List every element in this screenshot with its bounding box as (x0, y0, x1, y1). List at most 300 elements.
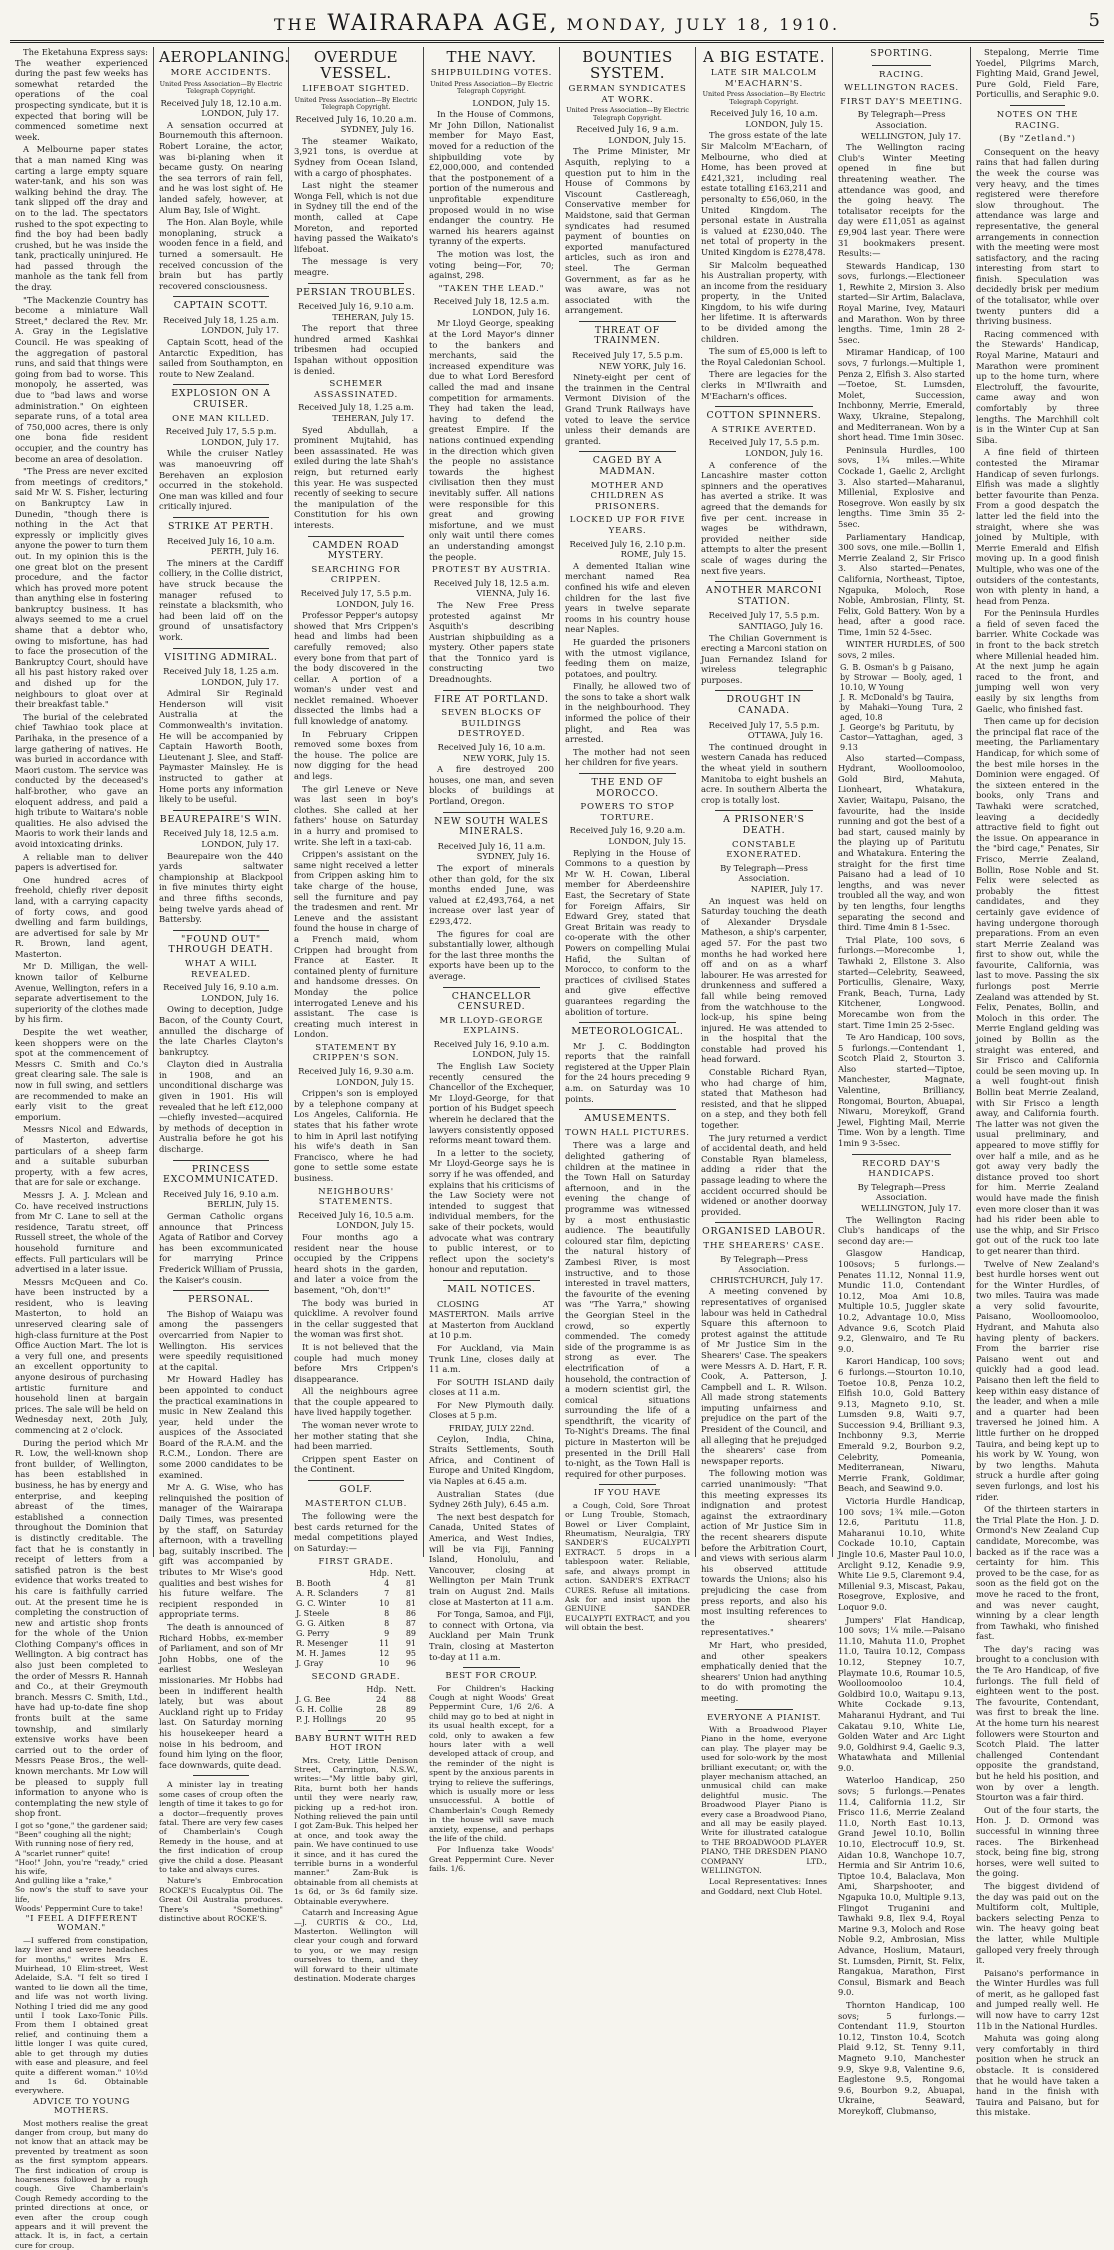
paragraph: For Auckland, via Main Trunk Line, closes daily at 11 a.m. (429, 1342, 554, 1375)
paragraph: The following motion was carried unanimously: "That this meeting expresses its indignation and protest against the extraordinary action of Mr Justice Sim in the recent shearers dispute before the Arbitration Court, and views with serious alarm his observed attitude towards the Unions; also his prejudicing the case from press reports, and also his most insulting references to the shearers' representatives." (701, 1468, 827, 1638)
section-heading: FIRE AT PORTLAND. (434, 693, 549, 705)
paragraph: Mr Howard Hadley has been appointed to conduct the practical examinations in music in New Zealand this year, held under the auspices of the Associated Board of the R.A.M. and the R.C.M., London. There are some 2000 candidates to be examined. (159, 1374, 283, 1480)
dateline-place: LONDON, July 15. (472, 97, 550, 108)
table-row (838, 723, 965, 753)
divider (443, 1280, 540, 1281)
divider (443, 987, 540, 988)
table-header-cell: Nett. (395, 1569, 416, 1579)
subheading: FIRST DAY'S MEETING. (840, 96, 963, 107)
paragraph: The New Free Press protested against Mr Asquith's describing Austrian shipbuilding as a mystery. Other papers state that the Tonnico yard is constructing two Dreadnoughts. (429, 599, 554, 685)
paragraph: The next best despatch for Canada, United States of America, and West Indies, will be via Fiji, Fanning Island, Honolulu, and Vancouver, closing at Wellington per Main Trunk train on August 2nd. Mails close at Masterton at 11 a.m. (429, 1511, 554, 1607)
dateline-place: SYDNEY, July 16. (340, 124, 414, 135)
dateline: Received July 16, 9.10 a.m. (163, 982, 279, 993)
table-cell: 11 (379, 1639, 390, 1649)
table-header-cell: Nett. (395, 1684, 416, 1694)
paragraph: Then came up for decision the principal flat race of the meeting, the Parliamentary Handicap, for which some of the best mile horses in the Dominion were engaged. Of the sixteen entered in the books, only Trans and Tawhaki were scratched, leaving a decidedly attractive field to fight out the issue. On appearance in the "bird cage," Penates, Sir Frisco, Merrie Zealand, Bollin, Rose Noble and St. Felix were selected as probably the fittest candidates, and they certainly gave evidence of having undergone thorough preparations. From an even start Merrie Zealand was first to show out, while the favourite, California, was last to move. Passing the six furlongs post Merrie Zealand was attended by St. Felix, Penates, Bollin, and Moloch in this order. The Merrie England gelding was joined by Bollin as the straight was entered, and Sir Frisco and California could be seen moving up. In a well fought-out finish Bollin beat Merrie Zealand, with Sir Frisco a length away, and California fourth. The latter was not given the usual preliminary, and appeared to move stiffly for over half a mile, and as he got away very badly the distance proved too short for him. Merrie Zealand would have made the finish even more closer than it was had his rider been able to use the whip, and Sir Frisco got out of the ruck too late to get nearer than third. (976, 716, 1099, 1256)
paragraph: The steamer Waikato, 3,921 tons, is overdue at Sydney from Ocean Island, with a cargo of phosphates. (294, 135, 418, 178)
paragraph: The figures for coal are substantially lower, although for the last three months the exports have been up to the average. (429, 928, 554, 981)
table-cell: 1 (957, 672, 963, 682)
paragraph: There was a large and delighted gathering of children at the matinee in the Town Hall on Saturday afternoon, and in the evening the change of programme was witnessed by a most enthusiastic audience. The beautifully coloured star film, depicting the natural history of Zambesi River, is most instructive, and to those interested in travel matters, the favourite of the evening was "The Yarra," showing the Georgian Steel in the crowd, so expertly commended. The comedy side of the programme is as strong as ever. The electrification of a household, the contraction of a modern scientist girl, the comical situations surrounding the life of a spendthrift, the vicarity of To-Night's Dreams. The final picture in Masterton will be presented in the Drill Hall to-night, as the Town Hall is required for other purposes. (565, 1140, 690, 1479)
paragraph: Syed Abdullah, a prominent Mujtahid, has been assassinated. He was exiled during the late Shah's reign, but returned early this year. He was suspected recently of seeking to secure the manipulation of the Constitution for his own interests. (294, 424, 418, 530)
paragraph: He guarded the prisoners with the utmost vigilance, feeding them on maize, potatoes, and poultry. (565, 636, 690, 679)
paragraph: The following were the best cards returned for the medal competitions played on Saturday:— (294, 1511, 418, 1553)
dateline-place: LONDON, July 15. (608, 134, 686, 145)
paragraph: Professor Pepper's autopsy showed that Mrs Crippen's head and limbs had been carefully removed; also every bone from that part of the body discovered in the cellar. A portion of a woman's under vest and necklet remained. Whoever dissected the limbs had a full knowledge of anatomy. (294, 610, 418, 727)
table-cell: 81 (405, 1599, 416, 1609)
section-heading: ORGANISED LABOUR. (702, 1226, 826, 1238)
paragraph: The Bishop of Waiapu was among the passengers overcarried from Napier to Wellington. His services were speedily requisitioned at the capital. (159, 1308, 283, 1372)
table-cell: 7 (384, 1589, 390, 1599)
table-cell: 96 (405, 1659, 416, 1669)
table-cell: J. Steele (296, 1609, 330, 1619)
subheading: RACING. (878, 69, 925, 80)
subheading: STATEMENT BY CRIPPEN'S SON. (312, 1042, 400, 1064)
ad-text: —I suffered from constipation, lazy liver and severe headaches for months," writes Mrs E. Muirhead, 10 Elim-street, West Adelaide, S.A. "I felt so tired I wanted to lie down all the time, and life was not worth living. Nothing I tried did me any good until I took Laxo-Tonic Pills. From them I obtained great relief, and continuing them a little longer I was quite cured, able to get through my duties with ease and pleasure, and feel quite a different woman." 10½d and 1s 6d. Obtainable everywhere. (15, 1935, 148, 2096)
ad-text: a Cough, Cold, Sore Throat or Lung Trouble, Stomach, Bowel or Liver Complaint, Rheumatism, Neuralgia, TRY SANDER'S EUCALYPTI EXTRACT. 5 drops in a tablespoon water. Reliable, safe, and always prompt in action. SANDER'S EXTRACT CURES. Refuse all imitations. Ask for and insist upon the GENUINE SANDER EUCALYPTI EXTRACT, and you will obtain the best. (565, 1500, 690, 1633)
headline: AEROPLANING. (159, 48, 290, 66)
column-2 (154, 47, 290, 1923)
masthead (10, 6, 1104, 43)
ad-text: For Influenza take Woods' Great Peppermint Cure. Never fails. 1/6. (429, 1845, 554, 1874)
table-cell: 95 (405, 1649, 416, 1659)
subheading: SCHEMER ASSASSINATED. (313, 379, 399, 400)
table-cell: R. Mesenger (296, 1639, 348, 1649)
paragraph: Racing commenced with the Stewards' Handicap, Royal Marine, Matauri and Marathon were prominent up to the home turn, where Electroluff, the favourite, came away and won comfortably by three lengths. The Marchhill colt is in the Winter Cup at San Siba. (976, 328, 1099, 445)
verse: I got so "gone," the gardener said; "Been" coughing all the night; With running nose of fiery red, A "scarlet runner" quite! "Hoo!" John, you're "ready," cried his wife, And gulling like a "rake," So now's the stuff to save your life, Woods' Peppermint Cure to take! (15, 1820, 148, 1913)
paragraph: A meeting convened by representatives of organised labour was held in Cathedral Square this afternoon to protest against the attitude of Mr Justice Sim in the Shearers' Case. The speakers were Messrs A. D. Hart, F. R. Cook, A. Patterson, J. Campbell and L. R. Wilson. All made strong statements imputing unfairness and prejudice on the part of the President of the Council, and all alleging that he prejudged the shearers' case from newspaper reports. (701, 1286, 827, 1466)
paragraph: A reliable man to deliver papers is advertised for. (15, 851, 148, 873)
dateline: Received July 16, 10 a.m. (437, 742, 546, 753)
paragraph: Clayton died in Australia in 1908, and an unconditional discharge was given in 1901. His will revealed that he left £12,000—chiefly invested—acquired by methods of deception in Australia before he got his discharge. (159, 1059, 283, 1155)
table-cell: 3 (957, 732, 963, 742)
divider (173, 1160, 269, 1161)
paragraph: For SOUTH ISLAND daily closes at 11 a.m. (429, 1376, 554, 1398)
paragraph: A sensation occurred at Bournemouth this afternoon. Robert Loraine, the actor, was bi-planing when it became gusty. On nearing the sea terrors of rain fell, and he was lost sight of. He landed safely, however, at Alum Bay, Isle of Wight. (159, 119, 283, 215)
divider (173, 648, 269, 649)
divider (715, 1222, 813, 1223)
paragraph: Trial Plate, 100 sovs, 6 furlongs.—Morecombe 1, Tawhaki 2, Ellstone 3. Also started—Celebrity, Seaweed, Porticullis, Glenaire, Waxy, Frank, Beach, Turna, Lady Kitchener, Longwood. Morecambe won from the start. Time 1min 25 2-5sec. (838, 934, 965, 1030)
subheading: POWERS TO STOP TORTURE. (580, 802, 675, 823)
divider (735, 1709, 793, 1710)
table-cell: 10 (379, 1599, 390, 1609)
table-cell: G. G. Aitken (296, 1619, 345, 1629)
table-row (294, 1619, 418, 1629)
dateline-place: LONDON, July 16. (745, 448, 823, 458)
dateline-place: CHRISTCHURCH, July 17. (710, 1274, 823, 1285)
headline: BOUNTIES SYSTEM. (582, 48, 673, 82)
paragraph: Twelve of New Zealand's best hurdle horses went out for the Winter Hurdles, of two miles. Tauira was made a very solid favourite, Paisano, Woolloomooloo, Hydrant, and Mahuta also having plenty of backers. From the barrier rise Paisano went out and quickly had a good lead. Paisano then left the field to keep within easy distance of the leader, and when a mile and a quarter had been traversed he joined him. A little further on he dropped Tauira, and being kept up to his work by W. Young, won by two lengths. Mahuta struck a hurdle after going seven furlongs, and lost his rider. (976, 1258, 1099, 1502)
paragraph: Australian States (due Sydney 26th July), 6.45 a.m. (429, 1488, 554, 1510)
divider (579, 1109, 676, 1110)
paragraph: Stepalong, Merrie Time Yoedel, Pilgrims March, Fighting Maid, Grand Jewel, Pure Gold, Field Fare, Porticullis, and Seraphic 9.0. (976, 47, 1099, 100)
dateline: Received July 16, 9.10 a.m. (433, 1038, 550, 1049)
dateline-place: LONDON, July 17. (201, 108, 279, 119)
table-cell: 2 (957, 702, 963, 712)
paragraph: Jumpers' Flat Handicap, 100 sovs; 1¼ mile.—Paisano 11.10, Mahuta 11.0, Prophet 11.0, Tauira 10.12, Compass 10.12, Stepney 10.7, Playmate 10.6, Roumar 10.5, Woolloomooloo 10.4, Goldbird 10.0, Waitapu 9.13, White Cockade 9.13, Maharanui Hydrant, and Tui Cakatau 9.10, White Lie, Golden Water and Arc Light 9.0, Goldhirst 9.4, Gaelic 9.3, Whatawhata and Millenial 9.0. (838, 1614, 965, 1773)
paragraph: Messrs McQueen and Co. have been instructed by a resident, who is leaving Masterton, to hold an unreserved clearing sale of high-class furniture at the Post Office Auction Mart. The lot is a very full one, and presents an excellent opportunity to anyone desirous of purchasing artistic furniture and household linen at bargain prices. The sale will be held on Wednesday next, 20th July, commencing at 2 o'clock. (15, 1276, 148, 1435)
paragraph: There are legacies for the clerks in M'Ilwraith and M'Eacharn's offices. (701, 369, 827, 401)
table-cell: 4 (384, 1579, 390, 1589)
credit-line: United Press Association—By Electric Telegraph Copyright. (566, 106, 689, 122)
paragraph: The continued drought in western Canada has reduced the wheat yield in southern Manitoba to eight bushels an acre. In southern Alberta the crop is totally lost. (701, 741, 827, 805)
paper-name: WAIRARAPA AGE, (327, 10, 559, 36)
dateline-place: LONDON, July 15. (745, 118, 823, 129)
dateline: Received July 16, 10 a.m. (167, 535, 275, 546)
paragraph: Te Aro Handicap, 100 sovs, 5 furlongs.—Contendant 1, Scotch Plaid 2, Stourton 3. Also started—Tiptoe, Manchester, Magnate, Valentine, Brilliancy, Rongomai, Bourton, Abuapai, Niwaru, Moreykoff, Grand Jewel, Fighting Mail, Merrie Time. Won by a length. Time 1min 9 3-5sec. (838, 1032, 965, 1149)
table-cell: 81 (405, 1589, 416, 1599)
paragraph: The miners at the Cardiff colliery, in the Collie district, have struck because the manager refused to reinstate a blacksmith, who had been laid off on the ground of unsatisfactory work. (159, 557, 283, 642)
headline: A BIG ESTATE. (703, 48, 825, 66)
paragraph: Peninsula Hurdles, 100 sovs, 1¾ miles.—White Cockade 1, Gaelic 2, Arclight 3. Also started—Maharanui, Millenial, Explosive and Rosegrove. Won easily by six lengths. Time 3min 35 2-5sec. (838, 444, 965, 529)
dateline: Received July 16, 9.10 a.m. (298, 301, 414, 312)
paragraph: Miramar Handicap, of 100 sovs, 7 furlongs.—Multiple 1, Penza 2, Elfish 3. Also started—Toetoe, St. Lumsden, Molet, Succession, Inchbonny, Merrie, Emerald, Waxy, Ukraine, Stepalong, and Mediterranean. Won by a short head. Time 1min 30sec. (838, 347, 965, 443)
section-heading: A PRISONER'S DEATH. (723, 814, 805, 836)
table-cell: G. Perry (296, 1629, 330, 1639)
divider (193, 1775, 249, 1776)
divider (308, 1480, 404, 1481)
table-row (294, 1609, 418, 1619)
dateline-place: LONDON, July 16. (336, 598, 414, 609)
paragraph: "The Press are never excited from meetings of creditors," said Mr W. S. Fisher, lecturing on Bankruptcy Law in Dunedin, "though there is nothing in the Act that expressly or implicitly gives anyone the power to turn them out. In my opinion this is the one great blot on the present procedure, and the factor which has proved more potent than anything else in fostering bankruptcy business. It has always seemed to me a cruel shame that a debtor who, owing to misfortune, has had to face the prosecution of the Bankruptcy Court, should have all his past history raked over and dished up for the neighbours to gloat over at their breakfast table." (15, 466, 148, 710)
paragraph: In February Crippen removed some boxes from the house. The police are now digging for the head and legs. (294, 728, 418, 782)
table-header (294, 1569, 418, 1579)
dateline: Received July 18, 1.25 a.m. (163, 314, 279, 325)
table-cell: G. H. Collie (296, 1704, 343, 1714)
paragraph: Messrs Nicol and Edwards, of Masterton, advertise particulars of a sheep farm and a suitable suburban property, with a few acres, that are for sale or exchange. (15, 1124, 148, 1188)
page-number: 5 (1088, 10, 1100, 31)
ad-text: Mrs. Crety, Little Denison Street, Carrington, N.S.W., writes:—"My little baby girl, Rita, burnt both her hands until they were nearly raw, picking up a red-hot iron. Nothing relieved the pain until I got Zam-Buk. This helped her at once, and took away the pain. We have continued to use it since, and it has cured the terrible burns in a wonderful manner." Zam-Buk is obtainable from all chemists at 1s 6d, or 3s 6d family size. Obtainable everywhere. (294, 1755, 418, 1906)
subheading: NOTES ON THE RACING. (996, 109, 1079, 131)
divider (308, 536, 404, 537)
paragraph: An inquest was held on Saturday touching the death of Alexander Drysdale Matheson, a ship's carpenter, aged 57. For the past two months he had worked here off and on as a wharf labourer. He was arrested for drunkenness and suffered a fall while being removed from the watchhouse to the lock-up, his spine being injured. He was attended to in the hospital that the constable had proved his head forward. (701, 895, 827, 1065)
paragraph: The jury returned a verdict of accidental death, and held Constable Ryan blameless, adding a rider that the passage leading to where the accident occurred should be widened or another doorway provided. (701, 1132, 827, 1217)
divider (715, 810, 813, 811)
subheading: MORE ACCIDENTS. (170, 68, 272, 78)
headline: OVERDUE VESSEL. (313, 48, 399, 82)
paragraph: Mr Hart, who presided, and other speakers emphatically denied that the shearers' Union had anything to do with promoting the meeting. (701, 1639, 827, 1703)
dateline: Received July 16, 10 a.m. (710, 108, 818, 119)
divider (173, 517, 269, 518)
masthead-the: THE (273, 14, 320, 34)
table-cell: J. R. McDonald's bg Tauira, by Mahaki—Young Tura, aged, 10.8 (840, 692, 954, 722)
paragraph: Crippen's assistant on the same night received a letter from Crippen asking him to take charge of the house, sell the furniture and pay the tradesmen and rent. Mr Leneve and the assistant found the house in charge of a French maid, whom Crippen had brought from France at Easter. It contained plenty of furniture and handsome dresses. On Monday the police interrogated Leneve and his assistant. The case is creating much interest in London. (294, 849, 418, 1040)
dateline-place: SANTIAGO, July 16. (738, 620, 823, 631)
subheading: SEVEN BLOCKS OF BUILDINGS DESTROYED. (441, 708, 542, 740)
table-cell: 24 (376, 1694, 387, 1704)
table-cell: G. B. Osman's b g Paisano, by Strowar — Booly, aged, 10.10, W Young (840, 662, 954, 692)
table-header (294, 1685, 418, 1695)
subheading: ONE MAN KILLED. (172, 413, 270, 424)
credit-line: United Press Association—By Electric Telegraph Copyright. (159, 79, 283, 96)
dateline-place: BERLIN, July 15. (207, 1199, 279, 1210)
dateline-place: LONDON, July 15. (336, 1076, 414, 1087)
ad-heading: "I FEEL A DIFFERENT WOMAN." (25, 1914, 138, 1934)
section-heading: STRIKE AT PERTH. (167, 520, 274, 532)
paragraph: Stewards Handicap, 130 sovs, furlongs.—Electioneer 1, Rewhite 2, Mirsion 3. Also started—Sir Artim, Balaclava, Royal Marine, Ivey, Matauri and Marathon. Won by three lengths. Time, 1min 28 2-5sec. (838, 260, 965, 345)
divider (173, 810, 269, 811)
paragraph: WINTER HURDLES, of 500 sovs, 2 miles. (838, 639, 965, 661)
table-cell: 28 (376, 1704, 387, 1714)
paragraph: While the cruiser Natley was manoeuvring off Berehaven an explosion occurred in the stokehold. One man was killed and four critically injured. (159, 448, 283, 512)
subheading: A STRIKE AVERTED. (711, 424, 817, 435)
subheading: PROTEST BY AUSTRIA. (431, 565, 552, 576)
paragraph: Mr J. C. Boddington reports that the rainfall registered at the Upper Plain for the 24 hours preceding 9 a.m. on Saturday was 10 points. (565, 1040, 690, 1104)
advertisement: Nature's Embrocation ROCKE'S Eucalyptus Oil. The Great Oil Australia produces. There's "Something" distinctive about ROCKE'S. (159, 1876, 283, 1923)
paragraph: The Hon. Alan Boyle, while monoplaning, struck a wooden fence in a field, and turned a somersault. He received concussion of the brain but has partly recovered consciousness. (159, 217, 283, 291)
paragraph: The English Law Society recently censured the Chancellor of the Exchequer, Mr Lloyd-George, for that portion of his Budget speech wherein he declared that the lawyers consistently opposed reforms meant toward them. (429, 1061, 554, 1146)
table-cell: 88 (405, 1694, 416, 1704)
paragraph: Ninety-eight per cent of the trainmen in the Central Vermont Division of the Grand Trunk Railways have voted to leave the service unless their demands are granted. (565, 372, 690, 446)
subheading: "TAKEN THE LEAD." (438, 283, 545, 294)
paragraph: Out of the four starts, the Hon. J. D. Ormond was successful in winning three races. The Birkenhead stock, being fine big, strong horses, were well suited to the going. (976, 1804, 1099, 1879)
dateline-place: WELLINGTON, July 17. (861, 130, 961, 141)
paragraph: In the House of Commons, Mr John Dillon, Nationalist member for Mayo East, moved for a reduction of the shipbuilding vote by £2,000,000, and contended that the postponement of a portion of the numerous and unprofitable expenditure proposed would in no wise endanger the country. He warned his hearers against tyranny of the experts. (429, 109, 554, 247)
dateline: Received July 17, 5.5 p.m. (708, 610, 820, 621)
paragraph: Parliamentary Handicap, 300 sovs, one mile.—Bollin 1, Merrie Zealand 2, Sir Frisco 3. Also started—Penates, California, Northeast, Tiptoe, Ngapuka, Moloch, Rose Noble, Ambrosian, Flinty, St. Felix, Gold Battery. Won by a head, after a good race. Time, 1min 52 4-5sec. (838, 531, 965, 637)
dateline: By Telegraph—Press Association. (720, 862, 808, 884)
paragraph: The Wellington racing Club's Winter Meeting opened in fine but threatening weather. The attendance was good, and the going heavy. The totalisator receipts for the day were £11,051 as against £9,904 last year. There were 31 bookmakers present. Results:— (838, 142, 965, 259)
dateline-place: NEW YORK, July 16. (598, 360, 686, 371)
golf-first-grade-table (294, 1569, 418, 1669)
paragraph: A fire destroyed 200 houses, one man, and seven blocks of buildings at Portland, Oregon. (429, 764, 554, 806)
table-row (294, 1715, 418, 1725)
column-5 (560, 47, 696, 1633)
table-row (294, 1705, 418, 1715)
dateline: Received July 16, 9.20 a.m. (569, 825, 686, 836)
table-cell: 86 (405, 1609, 416, 1619)
divider (715, 690, 813, 691)
section-heading: VISITING ADMIRAL. (164, 651, 278, 663)
paragraph: For Tonga, Samoa, and Fiji, to connect with Ortona, via Auckland per Main Trunk Train, closing at Masterton to-day at 11 a.m. (429, 1609, 554, 1662)
dateline: Received July 16, 9.30 a.m. (298, 1066, 414, 1077)
ad-heading: BEST FOR CROUP. (445, 1671, 538, 1682)
advertisement (701, 1714, 827, 1897)
advertisement: A minister lay in treating some cases of croup often the length of time it takes to go for a doctor—frequently proves fatal. There are very few cases of Chamberlain's Cough Remedy in the house, and at the first indication of croup give the child a dose. Pleasant to take and always cures. (159, 1780, 283, 1874)
dateline-place: WELLINGTON, July 17. (861, 1203, 961, 1213)
divider (173, 930, 269, 931)
ad-text: With a Broadwood Player Piano in the home, everyone can play. The player may be used for solo-work by the most brilliant executant; or, with the player mechanism attached, an unmusical child can make delightful music. The Broadwood Player Piano is every case a Broadwood Piano, and all may be easily played. Write for illustrated catalogue to THE BROADWOOD PLAYER PIANO, THE DRESDEN PIANO COMPANY LTD., WELLINGTON. (701, 1724, 827, 1875)
table-row (838, 693, 965, 723)
dateline-place: LONDON, July 17. (201, 436, 279, 447)
table-cell: 89 (405, 1704, 416, 1714)
table-header-cell: Hdp. (369, 1569, 390, 1579)
issue-date: MONDAY, JULY 18, 1910. (566, 14, 841, 34)
divider (579, 1022, 676, 1023)
column-8 (971, 47, 1104, 2118)
paragraph: Mahuta was going along very comfortably in third position when he struck an obstacle. It is considered that he would have taken a hand in the finish with Tauira and Paisano, but for this mistake. (976, 2033, 1099, 2118)
dateline-place: TEHERAN, July 15. (332, 311, 414, 322)
paragraph: In a letter to the society, Mr Lloyd-George says he is sorry if he was offended, and explains that his criticisms of the Law Society were not intended to suggest that individual members, for the sake of their pockets, would advocate what was contrary to public interest, or to reflect upon the society's honour and reputation. (429, 1147, 554, 1275)
table-cell: 87 (405, 1619, 416, 1629)
section-heading: DROUGHT IN CANADA. (726, 694, 802, 717)
paragraph: Karori Handicap, 100 sovs; 6 furlongs.—Stourton 10.10, Toetoe 10.8, Penza 10.2, Elfish 10.0, Gold Battery 9.13, Magneto 9.10, St. Lumsden 9.8, Waiti 9.7, Succession 9.4, Brilliant 9.3, Inchbonny 9.3, Merrie Emerald 9.2, Bourbon 9.2, Celebrity, Pomeania, Mediterranean, Niwaru, Merrie Frank, Goldimar, Beach, and Seawind 9.0. (838, 1356, 965, 1494)
paragraph: A fine field of thirteen contested the Miramar Handicap of seven furlongs. Elfish was made a slightly better favourite than Penza. From a good despatch the latter led the field into the straight, where she was joined by Multiple, with Merrie Emerald and Elfish moving up. In a good finish Multiple, who was one of the outsiders of the contestants, won with plenty in hand, a head from Penza. (976, 447, 1099, 606)
section-heading: CAPTAIN SCOTT. (173, 300, 269, 312)
dateline: Received July 18, 12.5 a.m. (433, 577, 550, 588)
section-heading: PERSONAL. (188, 1294, 254, 1306)
divider (328, 1730, 384, 1731)
credit-line: United Press Association—By Electric Telegraph Copyright. (702, 90, 826, 106)
ad-text: Local Representatives: Innes and Goddard, next Club Hotel. (701, 1877, 827, 1896)
section-heading: AMUSEMENTS. (584, 1113, 671, 1125)
divider (443, 812, 540, 813)
dateline: Received July 16, 10.5 a.m. (298, 1209, 414, 1220)
paragraph: For the Peninsula Hurdles a field of seven faced the barrier. White Cockade was in front to the back stretch where Millenial headed him. At the next jump he again raced to the front, and jumping well won very easily by six lengths from Gaelic, who finished fast. (976, 608, 1099, 714)
paragraph: One hundred acres of freehold, chiefly river deposit land, with a carrying capacity of forty cows, and good dwelling and farm buildings, are advertised for sale by Mr R. Brown, land agent, Masterton. (15, 874, 148, 959)
paragraph: Victoria Hurdle Handicap, 100 sovs; 1¾ mile.—Goton 12.6, Paritutu 11.8, Maharanui 10.10, White Cockade 10.10, Captain Jingle 10.6, Master Paul 10.0, Arclight 9.12, Kenadie 9.9, White Lie 9.5, Claremont 9.4, Millenial 9.3, Miscast, Pakau, Rosegrove, Explosive, and Loquor 9.0. (838, 1496, 965, 1612)
section-heading: COTTON SPINNERS. (706, 410, 822, 422)
table-cell: 89 (405, 1629, 416, 1639)
dateline: FRIDAY, JULY 22nd. (448, 1423, 535, 1434)
ad-heading: BABY BURNT WITH RED HOT IRON (294, 1733, 418, 1754)
subheading: SEARCHING FOR CRIPPEN. (311, 564, 401, 586)
paragraph: The girl Leneve or Neve was last seen in boy's clothes. She called at her fathers' house on Saturday in a hurry and promised to write. She left in a taxi-cab. (294, 783, 418, 847)
subheading: WHAT A WILL REVEALED. (185, 958, 257, 980)
paragraph: Also started—Compass, Hydrant, Woolloomooloo, Gold Bird, Mahuta, Lionheart, Whatakura, Xavier, Waitapu, Paisano, the favourite, had the inside running and got the best of a bad start, caused mainly by the playing up of Paritutu and Whatakura. Entering the straight for the first time Paisano had a lead of 10 lengths, and was never troubled all the way, and won by ten lengths, four lengths separating the second and third. Time 4min 8 1-5sec. (838, 752, 965, 933)
ad-heading: EVERYONE A PIANIST. (707, 1712, 821, 1723)
dateline: Received July 16, 9.10 a.m. (163, 1188, 279, 1199)
dateline: By Telegraph—Press Association. (857, 109, 946, 130)
paragraph: Of the thirteen starters in the Trial Plate the Hon. J. D. Ormond's New Zealand Cup candidate, Morecombe, was backed as if the race was a certainty for him. This proved to be the case, for as soon as the field got on the move he raced to the front, and was never caught, winning by a clear length from Tawhaki, who finished fast. (976, 1504, 1099, 1642)
table-row (294, 1649, 418, 1659)
advertisement (565, 1489, 690, 1632)
dateline: Received July 17, 5.5 p.m. (300, 587, 412, 598)
ad-heading: ADVICE TO YOUNG MOTHERS. (33, 2096, 130, 2117)
dateline: Received July 16, 2.10 p.m. (569, 538, 686, 549)
headline: THE NAVY. (446, 48, 537, 66)
section-heading: PRINCESS EXCOMMUNICATED. (163, 1163, 279, 1186)
divider (715, 406, 813, 407)
table-header-cell (294, 1685, 360, 1695)
paragraph: For New Plymouth daily. Closes at 5 p.m. (429, 1399, 554, 1421)
table-header-cell: Hdp. (366, 1684, 387, 1694)
golf-second-grade-table (294, 1685, 418, 1725)
dateline: Received July 18, 1.25 a.m. (163, 666, 279, 677)
table-row (838, 663, 965, 693)
paragraph: All the neighbours agree that the couple appeared to have lived happily together. (294, 1386, 418, 1418)
table-row (294, 1659, 418, 1669)
section-heading: "FOUND OUT" THROUGH DEATH. (168, 933, 274, 956)
table-cell: M. H. James (296, 1649, 346, 1659)
dateline: Received July 17, 5.5 p.m. (708, 437, 820, 448)
paragraph: Paisano's performance in the Winter Hurdles was full of merit, as he galloped fast and jumped really well. He will now have to carry 12st 11b in the National Hurdles. (976, 1967, 1099, 2031)
divider (715, 581, 813, 582)
paragraph: Four months ago a resident near the house occupied by the Crippens heard shots in the garden, and later a voice from the basement, "Oh, don't!" (294, 1231, 418, 1295)
subheading: SHIPBUILDING VOTES. (430, 68, 553, 78)
section-heading: CAMDEN ROAD MYSTERY. (312, 539, 400, 562)
section-heading: CHANCELLOR CENSURED. (451, 990, 532, 1013)
column-3 (289, 47, 424, 1983)
paragraph: Mr Lloyd George, speaking at the Lord Mayor's dinner to the bankers and merchants, said the increased expenditure was due to what Lord Beresford called the mad and insane competition for armaments. They had taken the lead, having to defend the greatest Empire. If the nations continued expending in the direction which given the people no assistance towards the highest civilisation then they must inevitably suffer. All nations were responsible for this great and growing misfortune, and we must only wait until there comes an understanding amongst the people. (429, 318, 554, 562)
paragraph: The report that three hundred armed Kashkai tribesmen had occupied Ispahan without opposition is denied. (294, 323, 418, 376)
byline: (By "Zetland.") (999, 134, 1076, 145)
divider (308, 283, 404, 284)
paragraph: The day's racing was brought to a conclusion with the Te Aro Handicap, of five furlongs. The full field of eighteen went to the post. The favourite, Contendant, was first to break the line. At the home turn his nearest followers were Stourton and Scotch Plaid. The latter challenged Contendant opposite the grandstand, but he held his position, and won by over a length. Stourton was a fair third. (976, 1643, 1099, 1803)
table-cell: G. C. Winter (296, 1599, 346, 1609)
paragraph: Replying in the House of Commons to a question by Mr W. H. Cowan, Liberal member for Aberdeenshire East, the Secretary of State for Foreign Affairs, Sir Edward Grey, stated that Great Britain was ready to co-operate with the other Powers on compelling Mulai Hafid, the Sultan of Morocco, to conform to the practices of civilised States and give effective guarantees regarding the abolition of torture. (565, 847, 690, 1017)
paragraph: A conference of the Lancashire master cotton spinners and the operatives has averted a strike. It was agreed that the demands for five per cent. increase in wages be withdrawn, provided neither side attempts to alter the present scale of wages during the next five years. (701, 459, 827, 576)
dateline: Received July 17, 5.5 p.m. (572, 350, 683, 361)
paragraph: The Prime Minister, Mr Asquith, replying to a question put to him in the House of Commons by Viscount Castlereagh, Conservative member for Maidstone, said that German syndicates had resumed payment of bounties on exported manufactured articles, such as iron and steel. The German Government, as far as he was aware, was not associated with the arrangement. (565, 146, 690, 316)
table-header-cell (294, 1569, 366, 1579)
table-cell: 20 (376, 1714, 387, 1724)
dateline-place: TEHERAN, July 17. (332, 413, 414, 424)
paragraph: A Melbourne paper states that a man named King was carting a large empty square water-tank, and his son was walking behind the dray. The tank slipped off the dray and on to the lad. The spectators rushed to the spot expecting to find the boy had been badly crushed, but he was inside the tank, practically uninjured. He had passed through the manhole as the tank fell from the dray. (15, 144, 148, 293)
section-heading: METEOROLOGICAL. (571, 1026, 684, 1038)
dateline: Received July 18, 12.5 a.m. (163, 828, 279, 839)
masthead-title (274, 11, 840, 36)
paragraph: Mr D. Milligan, the well-known tailor of Kelburne Avenue, Wellington, refers in a separate advertisement to the superiority of the clothes made by his firm. (15, 961, 148, 1025)
subheading: GERMAN SYNDICATES AT WORK. (568, 84, 687, 105)
dateline: Received July 16, 9 a.m. (576, 124, 679, 135)
table-cell: 8 (384, 1619, 390, 1629)
paragraph: Messrs J. A. J. Mclean and Co. have received instructions from Mr C. Lane to sell at the residence, Taratu street, off Russell street, the whole of the household furniture and effects. Full particulars will be advertised in a later issue. (15, 1189, 148, 1275)
subheading: TOWN HALL PICTURES. (565, 1127, 690, 1138)
paragraph: The burial of the celebrated chief Tawhiao took place at Parihaka, in the presence of a large gathering of natives. He was buried in accordance with Maori custom. The service was conducted by the deceased's half-brother, who gave an eloquent address, and paid a high tribute to Waitara's noble qualities. He also advised the Maoris to work their lands and avoid intoxicating drinks. (15, 711, 148, 849)
dateline-place: LONDON, July 17. (201, 325, 279, 336)
dateline-place: NEW YORK, July 15. (462, 752, 550, 763)
dateline: Received July 17, 5.5 p.m. (165, 426, 277, 437)
ad-text: Most mothers realise the great danger from croup, but many do not know that an attack may be prevented by treatment as soon as the first symptom appears. The first indication of croup is hoarseness followed by a rough cough. Give Chamberlain's Cough Remedy according to the printed directions at once, or even after the croup cough appears and it will prevent the attack. It is, in fact, a certain cure for croup. (15, 2118, 148, 2250)
column-6 (696, 47, 833, 1896)
dateline: By Telegraph—Press Association. (857, 1181, 946, 1203)
paragraph: A demented Italian wine merchant named Rea confined his wife and eleven children for the last five years in twelve separate rooms in his country house near Naples. (565, 560, 690, 635)
paragraph: Mr A. G. Wise, who has relinquished the position of manager of the Wairarapa Daily Times, was presented by the staff, on Saturday afternoon, with a travelling bag, suitably inscribed. The gift was accompanied by tributes to Mr Wise's good qualities and best wishes for his future welfare. The recipient responded in appropriate terms. (159, 1482, 283, 1620)
ad-text: For Children's Hacking Cough at night Woods' Great Peppermint Cure, 1/6 2/6. A child may go to bed at night in its usual health except, for a cold, only to awaken a few hours later with a well developed attack of croup, and the reminder of the night is spent by the anxious parents in trying to relieve the sufferings, which is usually more or less unsuccessful. A bottle of Chamberlain's Cough Remedy in the house will save much anxiety, expense, and perhaps the life of the child. (429, 1683, 554, 1844)
advertisement (429, 1672, 554, 1874)
dateline-place: LONDON, July 15. (336, 1220, 414, 1231)
paragraph: Ceylon, India, China, Straits Settlements, South Africa, and Continent of Europe and United Kingdom, via Naples at 6.45 a.m. (429, 1433, 554, 1487)
section-heading: BEAUREPAIRE'S WIN. (159, 813, 283, 825)
paragraph: Consequent on the heavy rains that had fallen during the week the course was very heavy, and the times registered were therefore slow throughout. The attendance was large and representative, the general arrangements in connection with the meeting were most satisfactory, and the racing interesting from start to finish. Speculation was decidedly brisk per medium of the totalisator, while over twenty punters did a thriving business. (976, 146, 1099, 327)
dateline: Received July 17, 5.5 p.m. (708, 719, 820, 730)
column-4 (424, 47, 560, 1874)
table-cell: J. G. Bee (296, 1694, 331, 1704)
subheading: RECORD DAY'S HANDICAPS. (862, 1158, 941, 1180)
table-cell: 12 (379, 1649, 390, 1659)
divider (579, 451, 676, 452)
divider (1010, 105, 1065, 106)
paragraph: It is not believed that the couple had much money before Mrs Crippen's disappearance. (294, 1341, 418, 1384)
subheading: MASTERTON CLUB. (304, 1498, 408, 1509)
table-row (294, 1629, 418, 1639)
subheading: CONSTABLE EXONERATED. (726, 839, 802, 861)
dateline: Received July 16, 11 a.m. (437, 840, 546, 851)
subheading: LIFEBOAT SIGHTED. (302, 84, 410, 94)
advertisement (294, 1735, 418, 1984)
columns (10, 47, 1104, 2250)
subheading: WELLINGTON RACES. (844, 83, 959, 94)
dateline: Received July 18, 12.10 a.m. (160, 97, 282, 108)
paragraph: The motion was lost, the voting being—For, 70; against, 298. (429, 248, 554, 281)
subheading: LATE SIR MALCOLM M'EACHARN'S. (710, 68, 818, 89)
divider (579, 321, 676, 322)
paragraph: The gross estate of the late Sir Malcolm M'Eacharn, of Melbourne, who died at Home, has been proved at £421,321, including real estate totalling £163,211 and personalty to £56,060, in the United Kingdom. The personal estate in Australia is valued at £230,040. The net total of property in the United Kingdom is £278,478. (701, 130, 827, 257)
dateline-place: PERTH, July 16. (210, 546, 279, 557)
section-heading: THREAT OF TRAINMEN. (594, 324, 661, 347)
dateline-place: OTTAWA, July 16. (747, 730, 823, 741)
paragraph: The body was buried in quicklime. A revolver found in the cellar suggested that the woman was first shot. (294, 1297, 418, 1340)
section-heading: ANOTHER MARCONI STATION. (705, 585, 823, 607)
paragraph: The sum of £5,000 is left to the Royal Caledonian School. (701, 346, 827, 367)
grade-heading: FIRST GRADE. (318, 1556, 394, 1567)
section-heading: MAIL NOTICES. (447, 1283, 536, 1295)
table-row (294, 1695, 418, 1705)
paragraph: Constable Richard Ryan, who had charge of him, stated that Matheson had resisted, and that he slipped on a step, and they both fell together. (701, 1067, 827, 1131)
dateline-place: SYDNEY, July 16. (476, 851, 550, 862)
divider (579, 773, 676, 774)
paragraph: Sir Malcolm bequeathed his Australian property, with an income from the residuary property, in the United Kingdom, to his wife during her lifetime. It is afterwards to be divided among the children. (701, 259, 827, 344)
